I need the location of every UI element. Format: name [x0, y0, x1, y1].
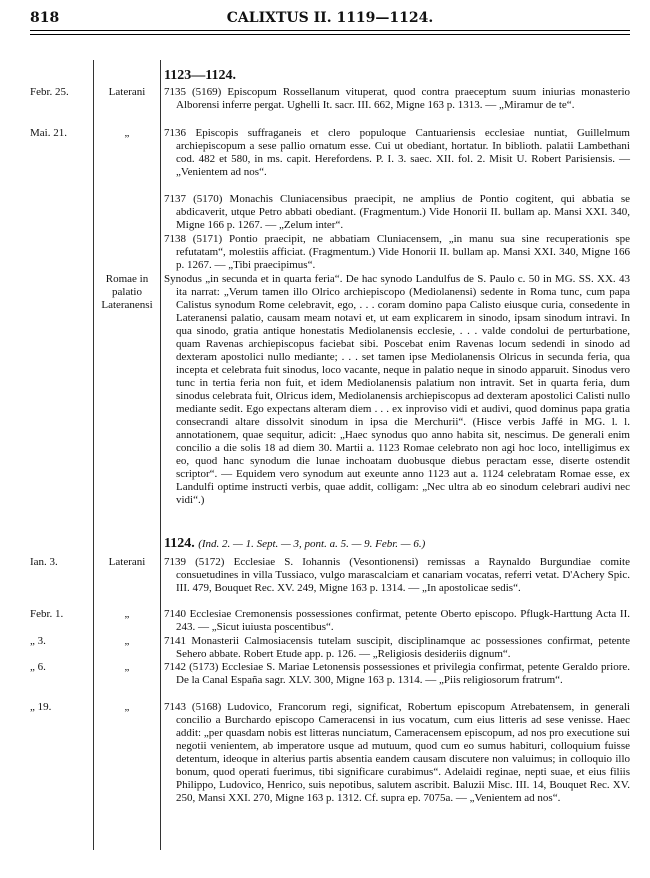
column-divider-place: [160, 60, 161, 850]
entry-place: Laterani: [108, 556, 146, 568]
entry-place: „: [124, 635, 130, 647]
entry-place: „: [124, 608, 130, 620]
regest-text: 7143 (5168) Ludovico, Francorum regi, significat, Robertum episcopum Atrebatensem, in generali concilio a Burchardo episcopo Cameracensi in ius vocatum, cum eius litteris ad sese venisse. Haec addit: „per quasdam nobis est litteras nunciatum, Cameracensem episcopum, ad nos pro executione sui negotii venientem, ab imperatore usque ad mutuum, quod cum eo sumus habituri, colloquium fuisse detentum, ideoque in alterius partis absentia eandem causam discutere non valuimus; in colloquio illo bonum, quod operati fuerimus, tibi significare curabimus“. Adelaidi reginae, nepti suae, et eius filiis Philippo, Ludovico, Henrico, suis nepotibus, salutem ascribit. Baluzii Misc. III. 14, Bouquet Rec. XV. 250, Mansi XXI. 270, Migne 163 p. 1312. Cf. supra ep. 7075a. — „Venientem ad nos“.: [164, 701, 630, 805]
page-header: [30, 8, 630, 28]
regest-text: 7140 Ecclesiae Cremonensis possessiones confirmat, petente Oberto episcopo. Pflugk-Harttung Acta II. 243. — „Sicut iuiusta poscentibus“.: [164, 608, 630, 634]
entry-date: Ian. 3.: [30, 556, 58, 568]
entry-date: Mai. 21.: [30, 127, 67, 139]
regest-entry: [164, 635, 630, 661]
synod-text: Synodus „in secunda et in quarta feria“. De hac synodo Landulfus de S. Paulo c. 50 in MG. SS. XX. 43 ita narrat: „Verum tamen illo Olrico archiepiscopo (Mediolanensi) sedente in Roma tunc, cum papa Calistus synodum Rome celebravit, ego, . . . coram domino papa Calisto eiusque curia, consedente in Lateranensi palatio, causam meam notavi et, ut eam explicarem in sinodo, ipsam sinodum intravi. In qua sinodo, gratia antique honestatis Mediolanensis ecclesie, . . . valde condolui de perturbatione, quam Ravenas archiepiscopus faciebat sibi. Poscebat enim Ravenas locum sedendi in sinodo ad dexteram apostolici nullo mediante; . . . set tamen ipse Mediolanensis Olricus in secunda feria, qua incepta et celebrata fuit sinodus, loco vacante, neque in palatio neque in sinodo apparuit. Sinodus vero tunc in tertia feria non fuit, et idem Mediolanensis palatium non intravit. Set in quarta feria, dum sinodus celebrata fuit, Olricus idem, Mediolanensis archiepiscopus ad dexteram apostolici Calisti nullo mediante sedit. Ego expectans alteram diem . . . ex inproviso vidi et audivi, quod dominus papa gratia consecrandi altare dissolvit sinodum in ipsa die Merchurii“. (Hisce verbis Jaffé in MG. l. l. annotationem, quae sequitur, adicit: „Haec synodus quo anno habita sit, nescimus. De generali enim concilio a die solis 18 ad diem 30. Martii a. 1123 Romae celebrato non agi hoc loco, intelligimus ex eo, quod hanc synodum die lunae inchoatam duobusque diebus peractam esse, diserte ostendit scriptor“. — Equidem vero synodum aut exeunte anno 1123 aut a. 1124 celebratam Romae esse, ex Landulfi optime instructi verbis, quae addit, colligam: „Nec ultra ab eo sinodum celebrari audivi nec vidi“.): [164, 273, 630, 507]
regest-entry: [164, 233, 630, 272]
regest-entry: [164, 86, 630, 112]
regest-text: 7137 (5170) Monachis Cluniacensibus praecipit, ne amplius de Pontio cogitent, qui abbatia se abdicaverit, utque Petro abbati obediant. (Fragmentum.) Vide Honorii II. bullam ap. Mansi XXI. 340, Migne 166 p. 1267. — „Zelum inter“.: [164, 193, 630, 232]
entry-date: „ 6.: [30, 661, 46, 673]
entry-date: Febr. 1.: [30, 608, 64, 620]
header-rule: [30, 30, 630, 31]
regest-text: 7136 Episcopis suffraganeis et clero populoque Cantuariensis ecclesiae nuntiat, Guillelmum archiepiscopum a sese pallio ornatum esse. Cui ut obediant, hortatur. In biblioth. palatii Lambethani cod. 482 et 580, in ms. capit. Herefordens. P. I. 3. saec. XII. fol. 2. Misit U. Robert Parisiensis. — „Venientem ad nos“.: [164, 127, 630, 179]
entry-place: Laterani: [108, 86, 146, 98]
entry-date: „ 19.: [30, 701, 52, 713]
entry-place: Romae in palatio Lateranensi: [101, 273, 153, 311]
regest-text: 7135 (5169) Episcopum Rossellanum vituperat, quod contra praeceptum suum iniurias monasterio Alborensi inferre pergat. Ughelli It. sacr. III. 662, Migne 163 p. 1313. — „Miramur de te“.: [164, 86, 630, 112]
regest-entry: [164, 127, 630, 179]
running-title: CALIXTUS II. 1119—1124.: [226, 10, 434, 26]
header-rule-thin: [30, 34, 630, 35]
entry-place: „: [124, 701, 130, 713]
synod-entry: [164, 273, 630, 507]
entry-place: „: [124, 127, 130, 139]
page-number: 818: [30, 10, 60, 26]
regest-entry: [164, 608, 630, 634]
entry-date: Febr. 25.: [30, 86, 69, 98]
regest-text: 7141 Monasterii Calmosiacensis tutelam suscipit, disciplinamque ac possessiones confirmat, petente Sehero abbate. Robert Etude app. p. 126. — „Religiosis desideriis dignum“.: [164, 635, 630, 661]
regest-text: 7142 (5173) Ecclesiae S. Mariae Letonensis possessiones et privilegia confirmat, petente Geraldo priore. De la Canal España sagr. XLV. 300, Migne 163 p. 1314. — „Piis religiosorum fratrum“.: [164, 661, 630, 687]
entry-date: „ 3.: [30, 635, 46, 647]
entry-place: „: [124, 661, 130, 673]
regest-entry: [164, 556, 630, 595]
year-heading-1124: 1124. (Ind. 2. — 1. Sept. — 3, pont. a. 5. — 9. Febr. — 6.): [164, 536, 426, 551]
regest-text: 7138 (5171) Pontio praecipit, ne abbatiam Cluniacensem, „in manu sua sine recuperationis spe refutatam“, molestiis afficiat. (Fragmentum.) Vide Honorii II. bullam ap. Mansi XXI. 340, Migne 166 p. 1267. — „Tibi praecipimus“.: [164, 233, 630, 272]
regest-entry: [164, 701, 630, 805]
regest-entry: [164, 661, 630, 687]
year-heading-1123: 1123—1124.: [164, 68, 236, 83]
regest-text: 7139 (5172) Ecclesiae S. Iohannis (Vesontionensi) remissas a Raynaldo Burgundiae comite consuetudines in villa Tussiaco, vulgo marascalciam et canariam vocatas, referri vetat. D'Achery Spic. III. 479, Bouquet Rec. XV. 249, Migne 163 p. 1314. — „In apostolicae sedis“.: [164, 556, 630, 595]
regest-entry: [164, 193, 630, 232]
column-divider-date: [93, 60, 94, 850]
